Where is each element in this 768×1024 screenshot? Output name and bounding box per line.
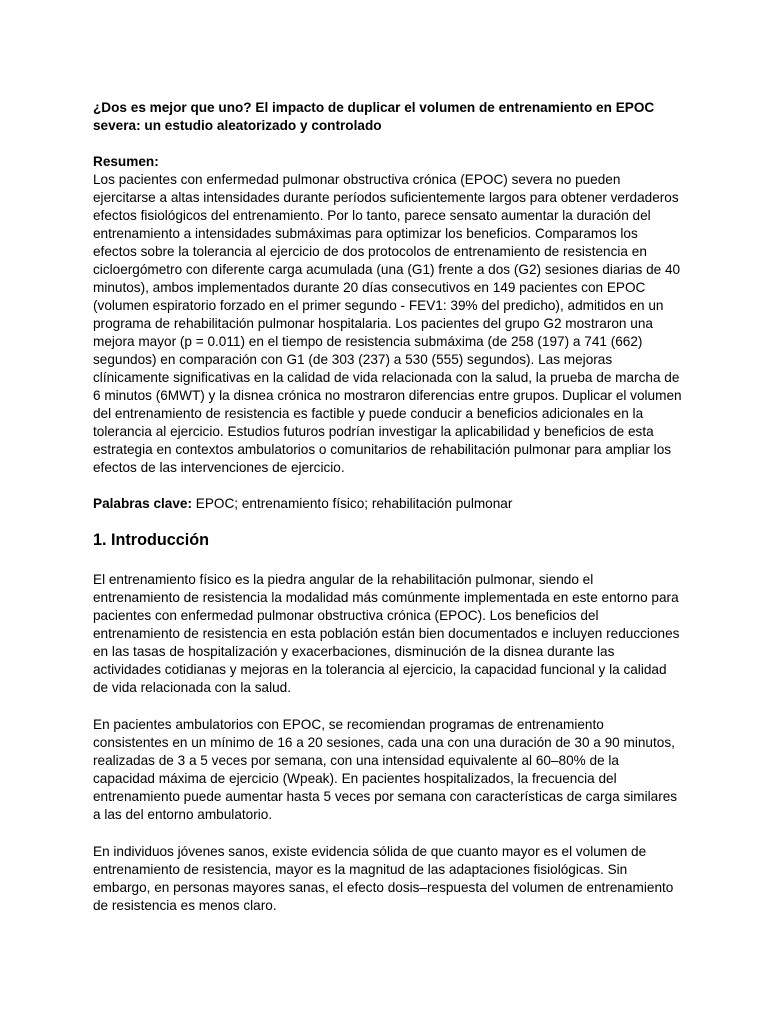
section-heading-introduction: 1. Introducción: [93, 531, 210, 549]
keywords-text: EPOC; entrenamiento físico; rehabilitación pulmonar: [192, 496, 513, 511]
keywords-label: Palabras clave:: [93, 496, 192, 511]
document-page: [93, 99, 683, 915]
paragraph-1: El entrenamiento físico es la piedra angular de la rehabilitación pulmonar, siendo el entrenamiento de resistencia la modalidad más comúnmente implementada en este entorno para pacientes con enfermedad pulmonar obstructiva crónica (EPOC). Los beneficios del entrenamiento de resistencia en esta población están bien documentados e incluyen reducciones en las tasas de hospitalización y exacerbaciones, disminución de la disnea durante las actividades cotidianas y mejoras en la tolerancia al ejercicio, la capacidad funcional y la calidad de vida relacionada con la salud.: [93, 572, 680, 695]
keywords-line: [93, 495, 683, 513]
paragraph-3: En individuos jóvenes sanos, existe evidencia sólida de que cuanto mayor es el volumen de entrenamiento de resistencia, mayor es la magnitud de las adaptaciones fisiológicas. Sin embargo, en personas mayores sanas, el efecto dosis–respuesta del volumen de entrenamiento de resistencia es menos claro.: [93, 844, 674, 913]
abstract-text: Los pacientes con enfermedad pulmonar obstructiva crónica (EPOC) severa no pueden ejercitarse a altas intensidades durante períodos suficientemente largos para obtener verdaderos efectos fisiológicos del entrenamiento. Por lo tanto, parece sensato aumentar la duración del entrenamiento a intensidades submáximas para optimizar los beneficios. Comparamos los efectos sobre la tolerancia al ejercicio de dos protocolos de entrenamiento de resistencia en cicloergómetro con diferente carga acumulada (una (G1) frente a dos (G2) sesiones diarias de 40 minutos), ambos implementados durante 20 días consecutivos en 149 pacientes con EPOC (volumen espiratorio forzado en el primer segundo - FEV1: 39% del predicho), admitidos en un programa de rehabilitación pulmonar hospitalaria. Los pacientes del grupo G2 mostraron una mejora mayor (p = 0.011) en el tiempo de resistencia submáxima (de 258 (197) a 741 (662) segundos) en comparación con G1 (de 303 (237) a 530 (555) segundos). Las mejoras clínicamente significativas en la calidad de vida relacionada con la salud, la prueba de marcha de 6 minutos (6MWT) y la disnea crónica no mostraron diferencias entre grupos. Duplicar el volumen del entrenamiento de resistencia es factible y puede conducir a beneficios adicionales en la tolerancia al ejercicio. Estudios futuros podrían investigar la aplicabilidad y beneficios de esta estrategia en contextos ambulatorios o comunitarios de rehabilitación pulmonar para ampliar los efectos de las intervenciones de ejercicio.: [93, 172, 682, 475]
paper-title: ¿Dos es mejor que uno? El impacto de duplicar el volumen de entrenamiento en EPOC severa: un estudio aleatorizado y controlado: [93, 100, 655, 133]
paragraph-2: En pacientes ambulatorios con EPOC, se recomiendan programas de entrenamiento consistentes en un mínimo de 16 a 20 sesiones, cada una con una duración de 30 a 90 minutos, realizadas de 3 a 5 veces por semana, con una intensidad equivalente al 60–80% de la capacidad máxima de ejercicio (Wpeak). En pacientes hospitalizados, la frecuencia del entrenamiento puede aumentar hasta 5 veces por semana con características de carga similares a las del entorno ambulatorio.: [93, 717, 678, 822]
abstract-heading: Resumen:: [93, 154, 159, 169]
